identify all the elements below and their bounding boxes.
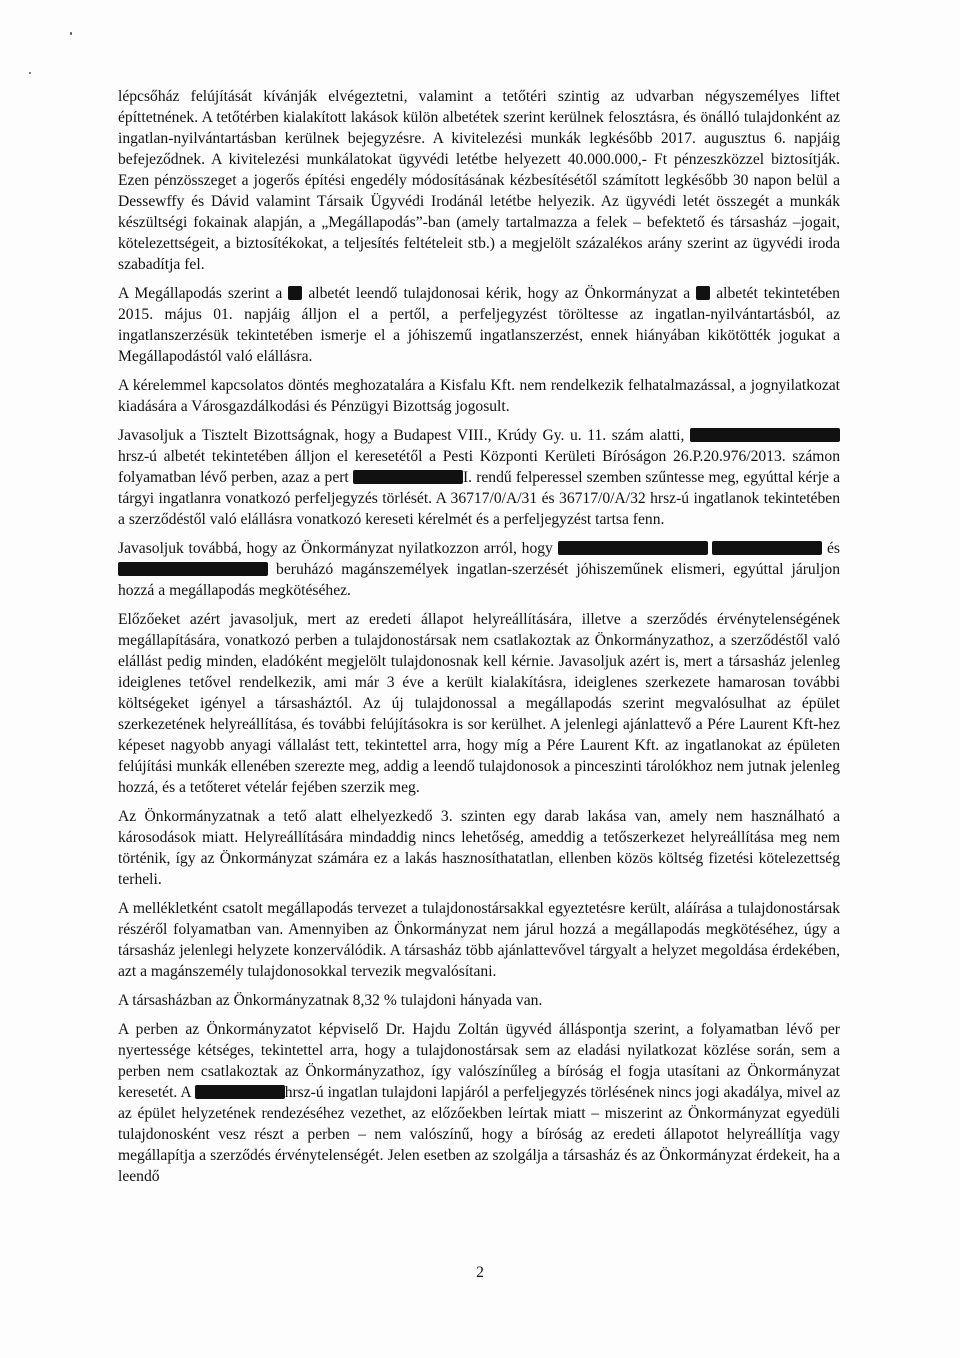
redaction-block — [195, 1085, 285, 1099]
paragraph-lawyer-opinion: A perben az Önkormányzatot képviselő Dr. Hajdu Zoltán ügyvéd álláspontja szerint, a folyamatban lévő per nyertessége kétséges, tekintettel arra, hogy a tulajdonostársak sem az eladási nyilatkozat közlése során, sem a perben nem csatlakoztak az Önkormányzathoz, így valószínűleg a bíróság el fogja utasítani az Önkormányzat keresetét. A hrsz-ú ingatlan tulajdoni lapjáról a perfeljegyzés törlésének nincs jogi akadálya, mivel az az épület helyzetének rendezéséhez vezethet, az előzőekben leírtak miatt – miszerint az Önkormányzat egyedüli tulajdonosként vesz részt a perben – nem valószínű, hogy a bíróság az eredeti állapotot helyreállítja vagy megállapítja a szerződés érvénytelenségét. Jelen esetben az szolgálja a társasház és az Önkormányzat érdekeit, ha a leendő — [118, 1021, 840, 1185]
redaction-block — [118, 562, 268, 576]
scan-speck — [29, 72, 31, 74]
paragraph-ownership-share: A társasházban az Önkormányzatnak 8,32 % tulajdoni hányada van. — [118, 992, 543, 1009]
redaction-block — [558, 541, 708, 555]
redaction-block — [288, 286, 302, 300]
paragraph-proposal-good-faith: Javasoljuk továbbá, hogy az Önkormányzat nyilatkozzon arról, hogy és beruházó magánszemélyek ingatlan-szerzését jóhiszeműnek elismeri, egyúttal járuljon hozzá a megállapodás megkötéséhez. — [118, 540, 840, 599]
paragraph-project-description: lépcsőház felújítását kívánják elvégeztetni, valamint a tetőtéri szintig az udvarban négyszemélyes liftet építtetnének. A tetőtérben kialakított lakások külön albetétek szerint kerülnek felosztásra, és önálló tulajdonként az ingatlan-nyilvántartásban kerülnek bejegyzésre. A kivitelezési munkák legkésőbb 2017. augusztus 6. napjáig befejeződnek. A kivitelezési munkálatokat ügyvédi letétbe helyezett 40.000.000,- Ft pénzeszközzel biztosítják. Ezen pénzösszeget a jogerős építési engedély módosításának kézbesítésétől számított legkésőbb 30 napon belül a Dessewffy és Dávid valamint Társaik Ügyvédi Irodánál letétbe helyezik. Az ügyvédi letét összegét a munkák készültségi fokainak alapján, a „Megállapodás”-ban (amely tartalmazza a felek – befektető és társasház –jogait, kötelezettségeit, a biztosítékokat, a teljesítés feltételeit stb.) a megjelölt százalékos arány szerint az ügyvédi iroda szabadítja fel. — [118, 88, 840, 273]
paragraph-proposal-withdrawal: Javasoljuk a Tisztelt Bizottságnak, hogy a Budapest VIII., Krúdy Gy. u. 11. szám alatti, hrsz-ú albetét tekintetében álljon el keresetétől a Pesti Központi Kerületi Bíróságon 26.P.20.976/2013. számon folyamatban lévő perben, azaz a pert I. rendű felperessel szemben szűntesse meg, egyúttal kérje a tárgyi ingatlanra vonatkozó perfeljegyzés törlését. A 36717/0/A/31 és 36717/0/A/32 hrsz-ú ingatlanok tekintetében a szerződéstől való elállásra vonatkozó kereseti kérelmét és a perfeljegyzést tartsa fenn. — [118, 427, 841, 528]
redaction-block — [712, 541, 822, 555]
redaction-block — [690, 428, 840, 442]
document-body — [118, 86, 840, 1195]
paragraph-municipal-flat: Az Önkormányzatnak a tető alatt elhelyezkedő 3. szinten egy darab lakása van, amely nem használható a károsodások miatt. Helyreállítására mindaddig nincs lehetőség, ameddig a tetőszerkezet helyreállítása meg nem történik, így az Önkormányzat számára ez a lakás hasznosíthatatlan, ellenben közös költség fizetési kötelezettség terheli. — [118, 808, 840, 888]
paragraph-draft-agreement: A mellékletként csatolt megállapodás tervezet a tulajdonostársakkal egyeztetésre került, aláírása a tulajdonostársak részéről folyamatban van. Amennyiben az Önkormányzat nem járul hozzá a megállapodás megkötéséhez, úgy a társasház jelenlegi helyzete konzerválódik. A társasház több ajánlattevővel tárgyalt a helyzet megoldása érdekében, azt a magánszemély tulajdonosokkal tervezik megvalósítani. — [118, 900, 840, 980]
redaction-block — [353, 470, 463, 484]
scan-speck — [70, 32, 72, 35]
paragraph-agreement-request: A Megállapodás szerint a albetét leendő tulajdonosai kérik, hogy az Önkormányzat a albetét tekintetében 2015. május 01. napjáig álljon el a pertől, a perfeljegyzést töröltesse az ingatlan-nyilvántartásból, az ingatlanszerzésük tekintetében ismerje el a jóhiszemű ingatlanszerzést, ennek hiányában kikötötték jogukat a Megállapodástól való elállásra. — [118, 285, 840, 365]
paragraph-justification: Előzőeket azért javasoljuk, mert az eredeti állapot helyreállítására, illetve a szerződés érvénytelenségének megállapítására, vonatkozó perben a tulajdonostársak nem csatlakoztak az Önkormányzathoz, a szerződéstől való elállást pedig minden, eladóként megjelölt tulajdonosnak kell kérnie. Javasoljuk azért is, mert a társasház jelenleg ideiglenes tetővel rendelkezik, ami már 3 éve a került kialakításra, ideiglenes szerkezete hamarosan további költségeket igényel a társasháztól. Az új tulajdonossal a megállapodás szerint megvalósulhat az épület szerkezetének helyreállítása, és további felújításokra is sor kerülhet. A jelenlegi ajánlattevő a Pére Laurent Kft-hez képeset nagyobb anyagi vállalást tett, tekintettel arra, hogy míg a Pére Laurent Kft. az ingatlanokat az épületen felújítási munkák ellenében szerezte meg, addig a leendő tulajdonosok a pinceszinti tárolókhoz nem jutnak jelenleg hozzá, és a tetőteret vételár fejében szerzik meg. — [118, 611, 840, 796]
paragraph-authority: A kérelemmel kapcsolatos döntés meghozatalára a Kisfalu Kft. nem rendelkezik felhatalmazással, a jognyilatkozat kiadására a Városgazdálkodási és Pénzügyi Bizottság jogosult. — [118, 377, 840, 415]
page-number: 2 — [476, 1264, 484, 1281]
redaction-block — [696, 286, 710, 300]
